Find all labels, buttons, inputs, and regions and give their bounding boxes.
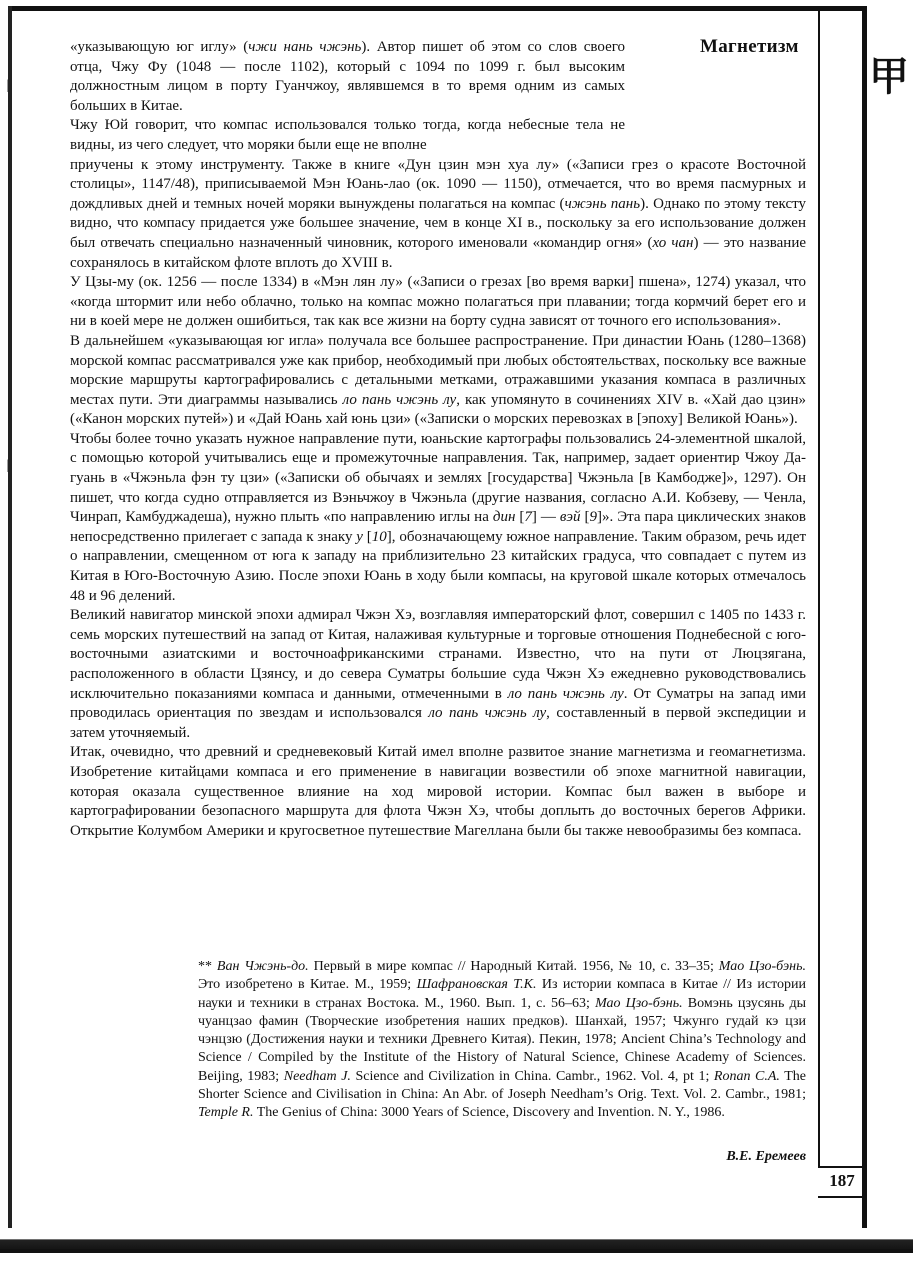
paragraph (70, 430, 806, 606)
text-run: Из истории компаса в Китае // Из истории науки и техники в странах Востока. М., 1960. Вып. 1, с. 56–63; (198, 977, 806, 1011)
italic-run: ло пань чжэнь лу (428, 705, 547, 722)
paragraph (70, 116, 625, 155)
text-run: Чжу Юй говорит, что компас использовался только тогда, когда небесные тела не видны, из чего следует, что моряки были еще не вполне (70, 117, 625, 153)
italic-run: Мао Цзо-бэнь. (718, 959, 806, 974)
text-run: У Цзы-му (ок. 1256 — после 1334) в «Мэн лян лу» («Записи о грезах [во время варки] пшена», 1274) указал, что «когда штормит или небо облачно, только на компас можно полагаться при плавании; тогда кормчий берет его и ни в коей мере не должен ошибиться, так как все жизни на борту судна зависят от точного его использования». (70, 274, 806, 330)
paragraph (70, 273, 806, 332)
text-run: ] — (531, 509, 560, 526)
page-number: 187 (829, 1171, 855, 1190)
italic-run: ло пань чжэнь лу (342, 391, 457, 408)
text-run: ], обозначающему южное направление. Таким образом, речь идет о направлении, смещенном от юга к западу на приблизительно 23 китайских градуса, что совпадает с путем из Китая в Юго-Восточную Азию. После эпохи Юань в ходу были компасы, на круговой шкале которых отмечалось 48 и 96 делений. (70, 528, 807, 604)
section-title: Магнетизм (700, 36, 799, 57)
text-run: The Shorter Science and Civilisation in China: An Abr. of Joseph Needham’s Orig. Text. Vol. 2. Cambr., 1981; (198, 1068, 806, 1103)
italic-run: Мао Цзо-бэнь. (595, 995, 683, 1011)
text-run: В дальнейшем «указывающая юг игла» получала все большее распространение. При династии Юань (1280–1368) морской компас рассматривался уже как прибор, необходимый при любых обстоятельствах, поскольку все важные морские маршруты картографировались с детальными метками, отражавшими указания компаса в различных местах пути. Эти диаграммы назывались (70, 332, 806, 408)
italic-run: ло пань чжэнь лу (507, 685, 624, 702)
italic-run: чжи нань чжэнь (248, 39, 362, 55)
text-run: Итак, очевидно, что древний и средневековый Китай имел вполне развитое знание магнетизма и геомагнетизма. Изобретение китайцами компаса и его применение в навигации возвестили об эпохе магнитной навигации, которая оказала существенное влияние на ход мировой истории. Компас был важен в выборе и картографировании безопасного маршрута для флота Чжэн Хэ, чтобы доплыть до восточных берегов Африки. Открытие Колумбом Америки и кругосветное путешествие Магеллана были бы также невообразимы без компаса. (70, 744, 806, 839)
text-run: , составленный в первой экспедиции и затем уточняемый. (70, 705, 806, 741)
text-run: , как упомянуто в сочинениях XIV в. «Хай дао цзин» («Канон морских путей») и «Дай Юань хай юнь цзи» («Записки о морских перевозках в [эпоху] Великой Юань»). (70, 391, 806, 428)
paragraph (70, 38, 625, 116)
frame-top-rule (8, 6, 864, 11)
paragraph (70, 743, 806, 841)
chapter-glyph-icon: 甲 (869, 54, 909, 99)
italic-run: Шафрановская Т.К. (416, 977, 537, 993)
text-run: ]». Эта пара циклических знаков непосредственно прилегает с запада к знаку (70, 509, 807, 545)
text-run: Первый в мире компас // Народный Китай. 1956, № 10, с. 33–35; (308, 959, 719, 974)
frame-left-rule (8, 6, 12, 1228)
italic-run: 10 (371, 528, 387, 545)
paragraph (70, 332, 806, 430)
italic-run: 9 (589, 509, 598, 526)
paragraph (70, 156, 806, 274)
text-run: The Genius of China: 3000 Years of Science, Discovery and Invention. N. Y., 1986. (253, 1105, 725, 1121)
italic-run: у (356, 528, 363, 545)
bottom-edge-rule (0, 1249, 913, 1253)
italic-run: Temple R. (198, 1105, 254, 1121)
text-run: ** (198, 959, 217, 974)
text-run: Это изобретено в Китае. М., 1959; (198, 977, 417, 993)
text-run: [ (515, 509, 525, 526)
text-run: [ (580, 509, 590, 526)
margin-mark: | (6, 458, 9, 473)
italic-run: дин (492, 509, 516, 526)
frame-right-rule (862, 6, 867, 1228)
author-signature: В.Е. Еремеев (726, 1149, 806, 1164)
italic-run: чжэнь пань (564, 195, 641, 212)
text-run: приучены к этому инструменту. Также в книге «Дун цзин мэн хуа лу» («Записи грез о красоте Восточной столицы», 1147/48), приписываемой Мэн Юань-лао (ок. 1090 — 1150), отмечается, что во время пасмурных и дождливых дней и темных ночей моряки вынуждены полагаться на компас ( (70, 156, 806, 212)
paragraph (70, 606, 806, 743)
text-run: ). Автор пишет об этом со слов своего отца, Чжу Фу (1048 — после 1102), который с 1094 по 1099 г. был высоким должностным лицом в порту Гуанчжоу, являвшемся в то время одним из самых больших в Китае. (70, 39, 626, 114)
text-run: Science and Civilization in China. Cambr., 1962. Vol. 4, pt 1; (350, 1068, 714, 1084)
text-run: [ (362, 528, 372, 545)
italic-run: вэй (559, 509, 581, 526)
column-divider-rule (818, 6, 820, 1168)
text-run: Вомэнь цзусянь ды чуанцзао фамин (Творческие изобретения наших предков). Шанхай, 1957; Чжунго гудай кэ цзи чэнцзю (Достижения науки и техники Древнего Китая). Пекин, 1978; Ancient China’s Technology and Science / Compiled by the Institute of the History of Natural Science, Chinese Academy of Sciences. Beijing, 1983; (198, 995, 807, 1084)
italic-run: 7 (524, 509, 532, 526)
text-run: Чтобы более точно указать нужное направление пути, юаньские картографы пользовались 24-элементной шкалой, с помощью которой учитывались еще и промежуточные направления. Так, например, задает ориентир Чжоу Да-гуань в «Чжэньла фэн ту цзи» («Записки об обычаях и землях [государства] Чжэньла [в Камбодже]», 1297). Он пишет, что когда судно отправляется из Вэньчжоу в Чжэньла (другие названия, согласно А.И. Кобзеву, — Ченла, Чинрап, Камбуджадеша), нужно плыть «по направлению иглы на (70, 430, 806, 526)
italic-run: хо чан (652, 234, 694, 251)
article-body (70, 38, 806, 841)
italic-run: Ван Чжэнь-до. (216, 959, 309, 974)
text-run: ) — это название сохранялось в китайском флоте вплоть до XVIII в. (70, 234, 806, 271)
margin-mark: | (6, 78, 9, 93)
text-run: ). Однако по этому тексту видно, что компасу придается уже большее значение, чем в конце XI в., поскольку за его использование должен был отвечать специально назначенный чиновник, которого именовали «командир огня» ( (70, 195, 806, 251)
bibliography (198, 958, 806, 1123)
italic-run: Ronan C.A. (713, 1068, 780, 1084)
text-run: «указывающую юг иглу» ( (70, 39, 249, 55)
italic-run: Needham J. (283, 1068, 351, 1084)
text-run: Великий навигатор минской эпохи адмирал Чжэн Хэ, возглавляя императорский флот, совершил с 1405 по 1433 г. семь морских путешествий на запад от Китая, налаживая культурные и торговые отношения Поднебесной с юго-восточными азиатскими и восточноафриканскими странами. Известно, что на пути от Люцзягана, расположенного в области Цзянсу, и до севера Суматры большие суда Чжэн Хэ ежедневно руководствовались исключительно показаниями компаса и данными, отмеченными в (70, 607, 806, 702)
text-run: . От Суматры на запад ими проводилась ориентация по звездам и использовался (70, 685, 806, 722)
